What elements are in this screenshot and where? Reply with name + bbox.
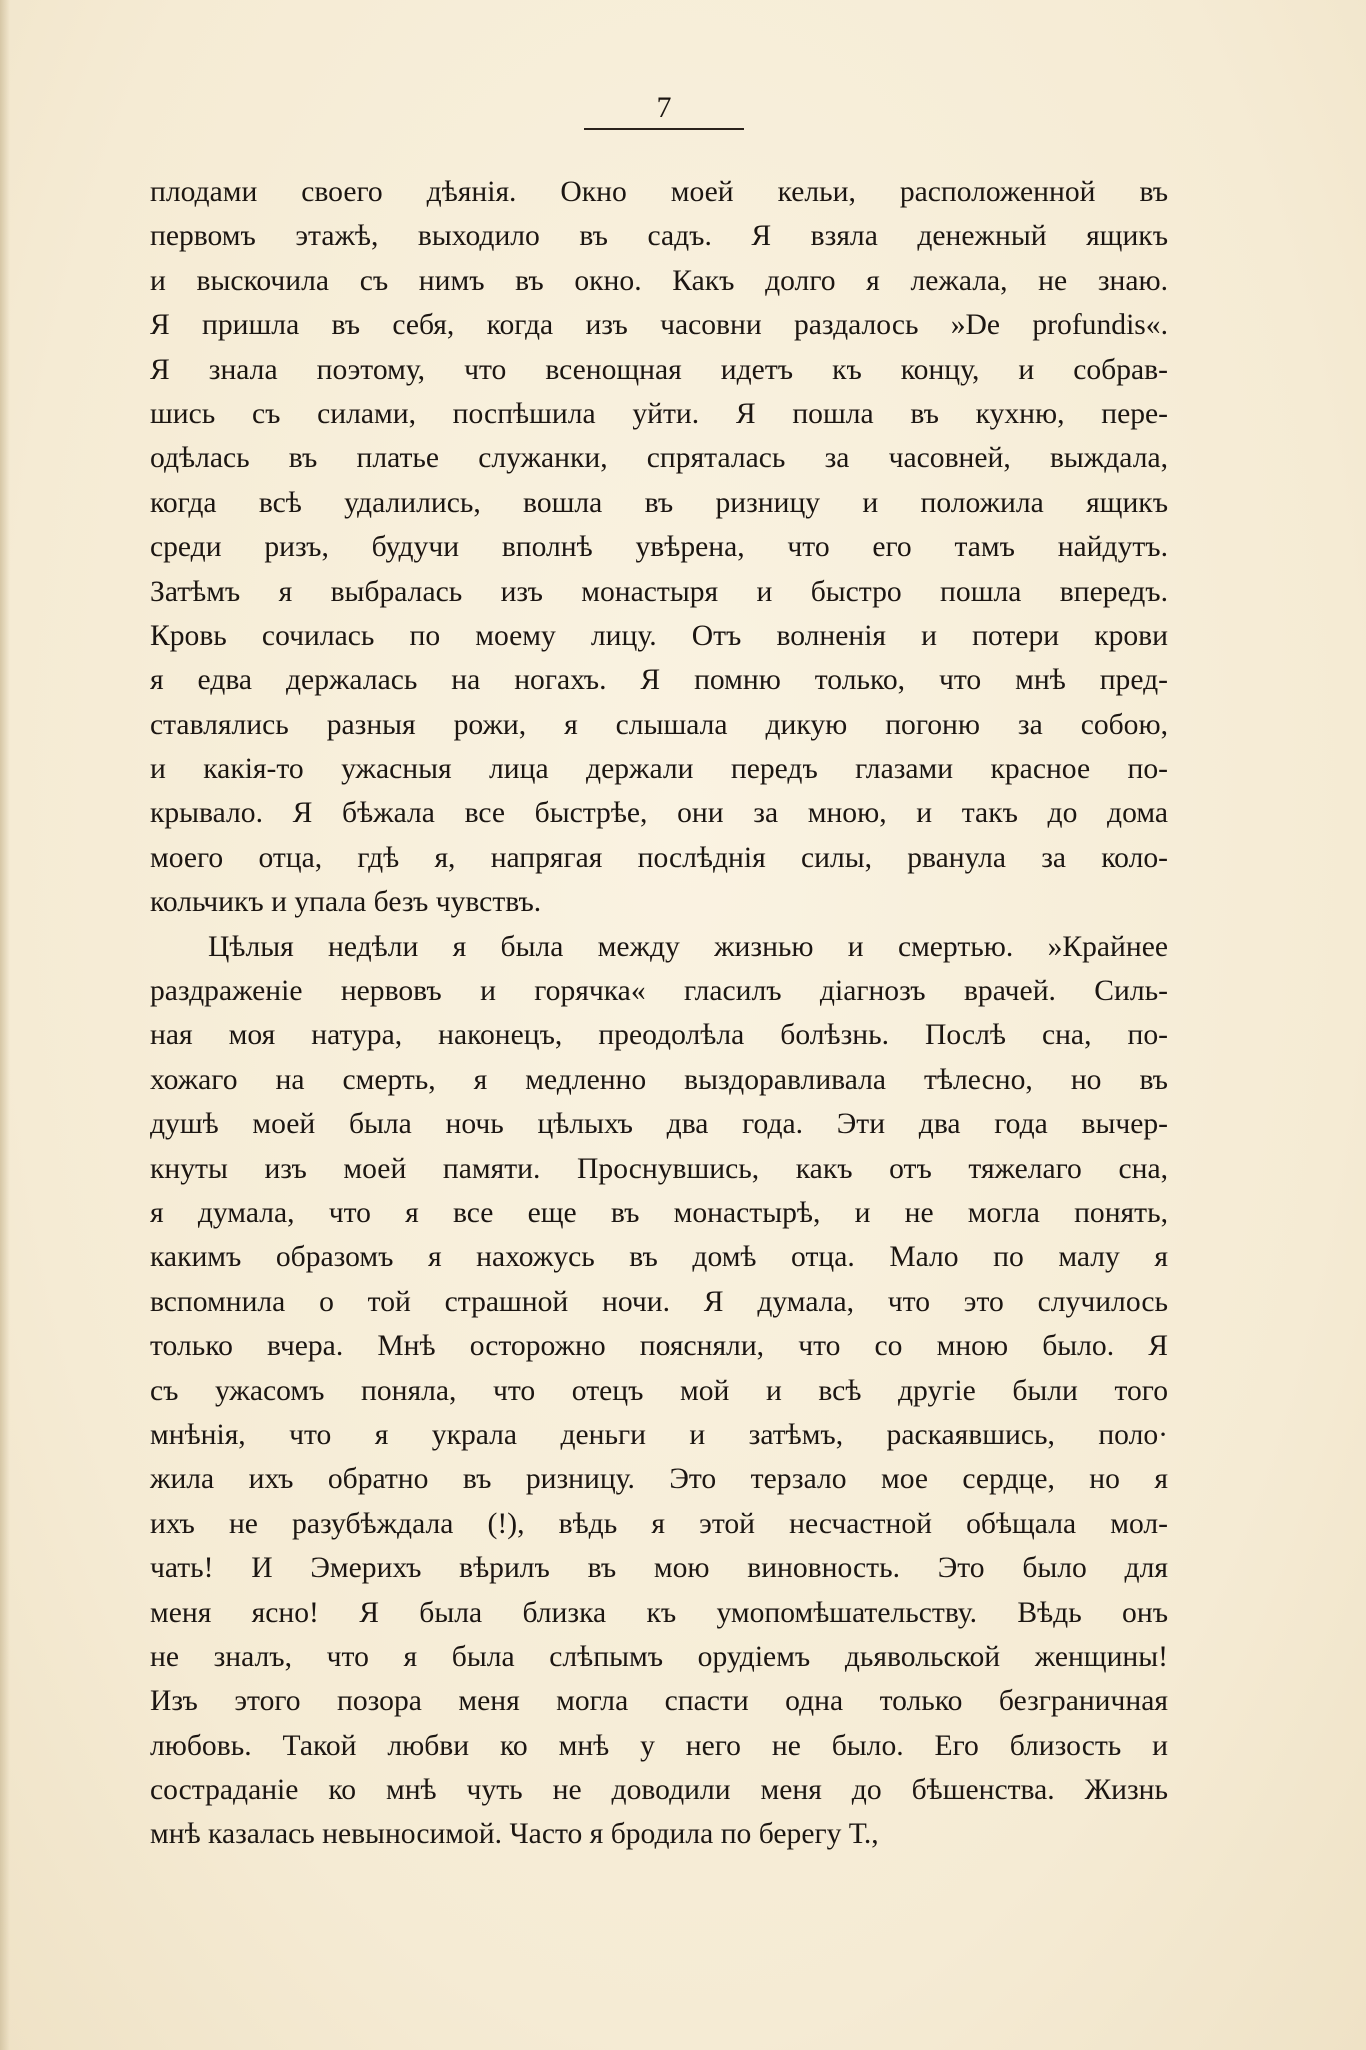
page-edge-shadow (0, 0, 10, 2050)
text-line: Затѣмъ я выбралась изъ монастыря и быстро пошла впередъ. (150, 575, 1168, 608)
text-line: состраданіе ко мнѣ чуть не доводили меня до бѣшенства. Жизнь (150, 1774, 1168, 1807)
text-line: любовь. Такой любви ко мнѣ у него не было. Его близость и (150, 1729, 1168, 1762)
text-line: шись съ силами, поспѣшила уйти. Я пошла въ кухню, пере- (150, 397, 1168, 430)
text-line: меня ясно! Я была близка къ умопомѣшательству. Вѣдь онъ (150, 1596, 1168, 1629)
text-line: кнуты изъ моей памяти. Проснувшись, какъ отъ тяжелаго сна, (150, 1152, 1168, 1185)
text-line: чать! И Эмерихъ вѣрилъ въ мою виновность. Это было для (150, 1552, 1168, 1585)
text-line: душѣ моей была ночь цѣлыхъ два года. Эти два года вычер- (150, 1108, 1168, 1141)
text-line: только вчера. Мнѣ осторожно поясняли, что со мною было. Я (150, 1330, 1168, 1363)
text-line: мнѣ казалась невыносимой. Часто я бродила по берегу Т., (150, 1818, 879, 1851)
text-line: жила ихъ обратно въ ризницу. Это терзало мое сердце, но я (150, 1463, 1168, 1496)
text-line: ихъ не разубѣждала (!), вѣдь я этой несчастной обѣщала мол- (150, 1507, 1168, 1540)
text-line: моего отца, гдѣ я, напрягая послѣднія силы, рванула за коло- (150, 841, 1168, 874)
text-line: вспомнила о той страшной ночи. Я думала, что это случилось (150, 1285, 1168, 1318)
paragraph (150, 170, 1168, 925)
text-line: какимъ образомъ я нахожусь въ домѣ отца. Мало по малу я (150, 1241, 1168, 1274)
text-line: съ ужасомъ поняла, что отецъ мой и всѣ другіе были того (150, 1374, 1168, 1407)
text-line: раздраженіе нервовъ и горячка« гласилъ діагнозъ врачей. Силь- (150, 975, 1168, 1008)
paragraph (150, 925, 1168, 1857)
text-line: плодами своего дѣянія. Окно моей кельи, расположенной въ (150, 176, 1168, 208)
body-text (150, 170, 1168, 1857)
text-line: я едва держалась на ногахъ. Я помню только, что мнѣ пред- (150, 664, 1168, 697)
text-line: хожаго на смерть, я медленно выздоравливала тѣлесно, но въ (150, 1063, 1168, 1096)
text-line: крывало. Я бѣжала все быстрѣе, они за мною, и такъ до дома (150, 797, 1168, 830)
text-line: и выскочила съ нимъ въ окно. Какъ долго я лежала, не знаю. (150, 264, 1168, 297)
text-line: Кровь сочилась по моему лицу. Отъ волненія и потери крови (150, 619, 1168, 652)
text-line: мнѣнія, что я украла деньги и затѣмъ, раскаявшись, поло· (150, 1418, 1168, 1451)
text-line: и какія-то ужасныя лица держали передъ глазами красное по- (150, 753, 1168, 786)
text-line: Цѣлыя недѣли я была между жизнью и смертью. »Крайнее (208, 930, 1168, 963)
text-line: Я пришла въ себя, когда изъ часовни раздалось »De profundis«. (150, 309, 1168, 342)
text-line: ная моя натура, наконецъ, преодолѣла болѣзнь. Послѣ сна, по- (150, 1019, 1168, 1052)
text-line: ставлялись разныя рожи, я слышала дикую погоню за собою, (150, 708, 1168, 741)
text-line: Я знала поэтому, что всенощная идетъ къ концу, и собрав- (150, 353, 1168, 386)
page-number: 7 (584, 88, 744, 130)
text-line: кольчикъ и упала безъ чувствъ. (150, 886, 542, 919)
text-line: среди ризъ, будучи вполнѣ увѣрена, что его тамъ найдутъ. (150, 531, 1168, 564)
text-line: одѣлась въ платье служанки, спряталась за часовней, выждала, (150, 442, 1168, 475)
text-line: Изъ этого позора меня могла спасти одна только безграничная (150, 1685, 1168, 1718)
text-line: я думала, что я все еще въ монастырѣ, и не могла понять, (150, 1196, 1168, 1229)
text-line: первомъ этажѣ, выходило въ садъ. Я взяла денежный ящикъ (150, 220, 1168, 253)
text-line: когда всѣ удалились, вошла въ ризницу и положила ящикъ (150, 486, 1168, 519)
text-line: не зналъ, что я была слѣпымъ орудіемъ дьявольской женщины! (150, 1640, 1168, 1673)
